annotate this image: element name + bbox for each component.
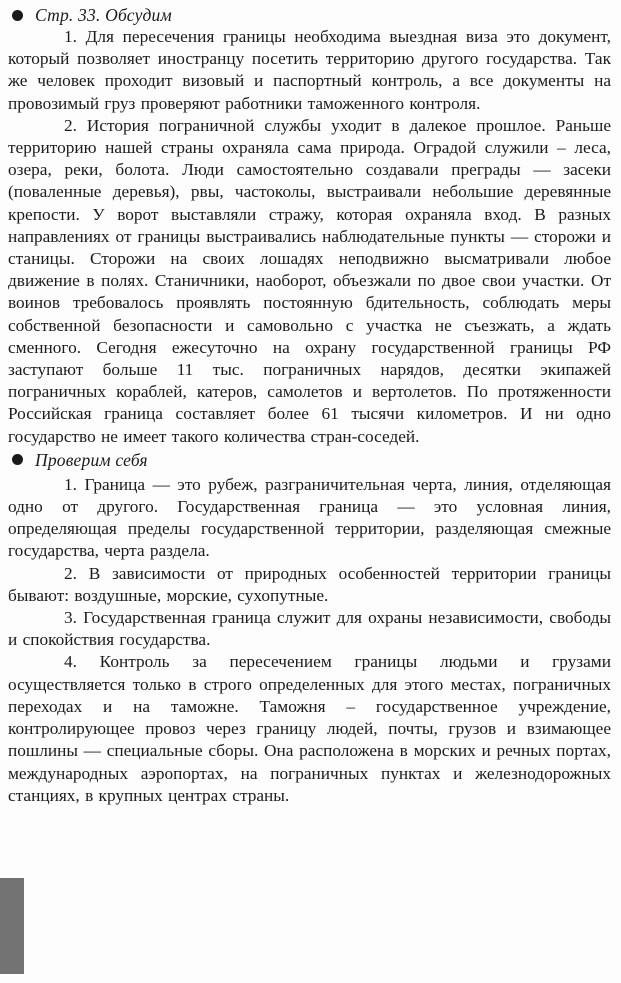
- bullet-icon: [12, 10, 23, 21]
- paragraph: 3. Государственная граница служит для охраны независимости, свободы и спокойствия государства.: [8, 608, 611, 650]
- section-title: Проверим себя: [35, 449, 148, 470]
- bullet-icon: [12, 454, 23, 465]
- scan-shadow: [0, 878, 24, 974]
- section-heading-check: [8, 449, 611, 471]
- section-title: Стр. 33. Обсудим: [35, 5, 172, 25]
- paragraph: 2. История пограничной службы уходит в далекое прошлое. Раньше территорию нашей страны охраняла сама природа. Оградой служили – леса, озера, реки, болота. Люди самостоятельно создавали преграды — засеки (поваленные деревья), рвы, частоколы, выстраивали небольшие деревянные крепости. У ворот выставляли стражу, которая охраняла вход. В разных направлениях от границы выстраивались наблюдательные пункты — сторожи и станицы. Сторожи на своих лошадях неподвижно высматривали любое движение в полях. Станичники, наоборот, объезжали по двое свои участки. От воинов требовалось проявлять постоянную бдительность, соблюдать меры собственной безопасности и самовольно с участка не съезжать, а ждать сменного. Сегодня ежесуточно на охрану государственной границы РФ заступают больше 11 тыс. пограничных нарядов, десятки экипажей пограничных кораблей, катеров, самолетов и вертолетов. По протяженности Российская граница составляет более 61 тысячи километров. И ни одно государство не имеет такого количества стран-соседей.: [8, 115, 611, 446]
- paragraph: 1. Для пересечения границы необходима выездная виза это документ, который позволяет иностранцу посетить территорию другого государства. Так же человек проходит визовый и паспортный контроль, а все документы на провозимый груз проверяют работники таможенного контроля.: [8, 27, 611, 113]
- paragraph: 2. В зависимости от природных особенностей территории границы бывают: воздушные, морские, сухопутные.: [8, 563, 611, 605]
- section-heading-discuss: [8, 4, 611, 26]
- paragraph: 4. Контроль за пересечением границы людьми и грузами осуществляется только в строго определенных для этого местах, пограничных переходах и на таможне. Таможня – государственное учреждение, контролирующее провоз через границу людей, почты, грузов и взимающее пошлины — специальные сборы. Она расположена в морских и речных портах, международных аэропортах, на пограничных пунктах и железнодорожных станциях, в крупных центрах страны.: [8, 652, 611, 805]
- paragraph: 1. Граница — это рубеж, разграничительная черта, линия, отделяющая одно от другого. Государственная граница — это условная линия, определяющая пределы государственной территории, разделяющая смежные государства, черта раздела.: [8, 474, 611, 561]
